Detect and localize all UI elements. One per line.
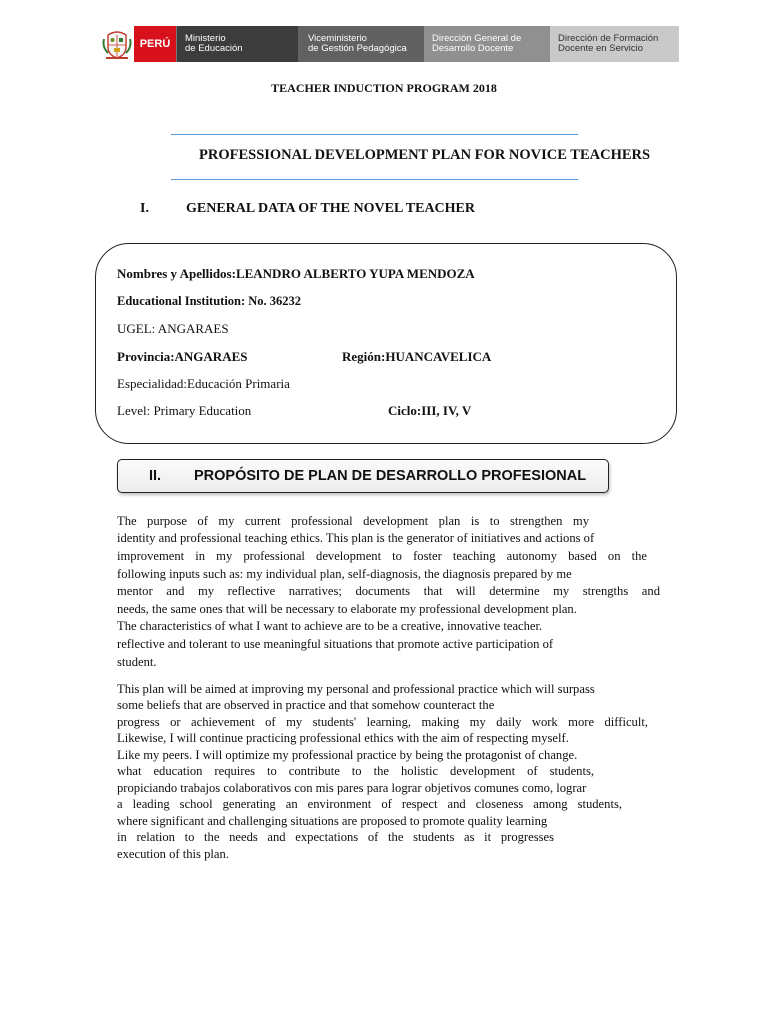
bottom-divider bbox=[171, 179, 578, 180]
paragraph-1-line: student. bbox=[117, 655, 157, 669]
section-2-number: II. bbox=[149, 468, 162, 484]
paragraph-2-line: propiciando trabajos colaborativos con mis pares para lograr objetivos comunes como, lograr bbox=[117, 781, 587, 795]
program-title: TEACHER INDUCTION PROGRAM 2018 bbox=[271, 81, 497, 95]
region-row bbox=[342, 349, 491, 365]
section-2-heading-box bbox=[117, 459, 609, 493]
general-direction-label: Dirección General de Desarrollo Docente bbox=[424, 26, 550, 62]
paragraph-1-line: needs, the same ones that will be necessary to elaborate my professional development plan. bbox=[117, 602, 577, 616]
names-value: LEANDRO ALBERTO YUPA MENDOZA bbox=[235, 266, 475, 281]
institution-row: Educational Institution: No. 36232 bbox=[117, 294, 302, 308]
ugel-row: UGEL: ANGARAES bbox=[117, 321, 229, 336]
paragraph-2-line: where significant and challenging situations are proposed to promote quality learning bbox=[117, 814, 548, 828]
province-value: ANGARAES bbox=[174, 349, 248, 364]
paragraph-2-line: what education requires to contribute to the holistic development of students, bbox=[117, 764, 594, 778]
plan-title: PROFESSIONAL DEVELOPMENT PLAN FOR NOVICE TEACHERS bbox=[199, 147, 651, 163]
vice-ministry-label: Viceministerio de Gestión Pedagógica bbox=[298, 26, 424, 62]
country-label: PERÚ bbox=[134, 26, 176, 62]
specialty-row: Especialidad:Educación Primaria bbox=[117, 376, 290, 391]
paragraph-1-line: The characteristics of what I want to achieve are to be a creative, innovative teacher. bbox=[117, 619, 543, 633]
section-1-title: GENERAL DATA OF THE NOVEL TEACHER bbox=[186, 201, 476, 216]
names-label: Nombres y Apellidos: bbox=[117, 266, 236, 281]
cycle-row bbox=[388, 403, 471, 419]
section-2-title: PROPÓSITO DE PLAN DE DESARROLLO PROFESIONAL bbox=[194, 468, 587, 484]
ministry-label: Ministerio de Educación bbox=[176, 26, 298, 62]
paragraph-2-line: This plan will be aimed at improving my personal and professional practice which will surpass bbox=[117, 682, 595, 696]
paragraph-1-line: The purpose of my current professional development plan is to strengthen my bbox=[117, 514, 589, 528]
training-direction-label: Dirección de Formación Docente en Servicio bbox=[550, 26, 679, 62]
paragraph-2-line: some beliefs that are observed in practice and that somehow counteract the bbox=[117, 698, 495, 712]
region-label: Región: bbox=[342, 349, 386, 364]
paragraph-1-line: improvement in my professional development to foster teaching autonomy based on the bbox=[117, 549, 647, 563]
paragraph-2-line: Like my peers. I will optimize my professional practice by being the protagonist of change. bbox=[117, 748, 578, 762]
paragraph-2-line: a leading school generating an environment of respect and closeness among students, bbox=[117, 797, 622, 811]
top-divider bbox=[171, 134, 578, 135]
paragraph-1-line: reflective and tolerant to use meaningful situations that promote active participation of bbox=[117, 637, 554, 651]
province-row bbox=[117, 349, 248, 365]
paragraph-1-line: identity and professional teaching ethics. This plan is the generator of initiatives and actions of bbox=[117, 531, 595, 545]
coat-of-arms-icon bbox=[100, 26, 134, 62]
section-1-number: I. bbox=[140, 201, 149, 216]
region-value: HUANCAVELICA bbox=[385, 349, 492, 364]
cycle-value: III, IV, V bbox=[421, 403, 472, 418]
paragraph-1-line: following inputs such as: my individual plan, self-diagnosis, the diagnosis prepared by me bbox=[117, 567, 572, 581]
paragraph-2-line: Likewise, I will continue practicing professional ethics with the aim of respecting myself. bbox=[117, 731, 569, 745]
header-banner bbox=[100, 26, 679, 62]
cycle-label: Ciclo: bbox=[388, 403, 422, 418]
province-label: Provincia: bbox=[117, 349, 175, 364]
names-row bbox=[117, 266, 475, 282]
paragraph-2-line: in relation to the needs and expectations of the students as it progresses bbox=[117, 830, 554, 844]
paragraph-2-line: execution of this plan. bbox=[117, 847, 229, 861]
paragraph-1-line: mentor and my reflective narratives; documents that will determine my strengths and bbox=[117, 584, 660, 598]
paragraph-2-line: progress or achievement of my students' learning, making my daily work more difficult, bbox=[117, 715, 648, 729]
level-row: Level: Primary Education bbox=[117, 403, 252, 418]
